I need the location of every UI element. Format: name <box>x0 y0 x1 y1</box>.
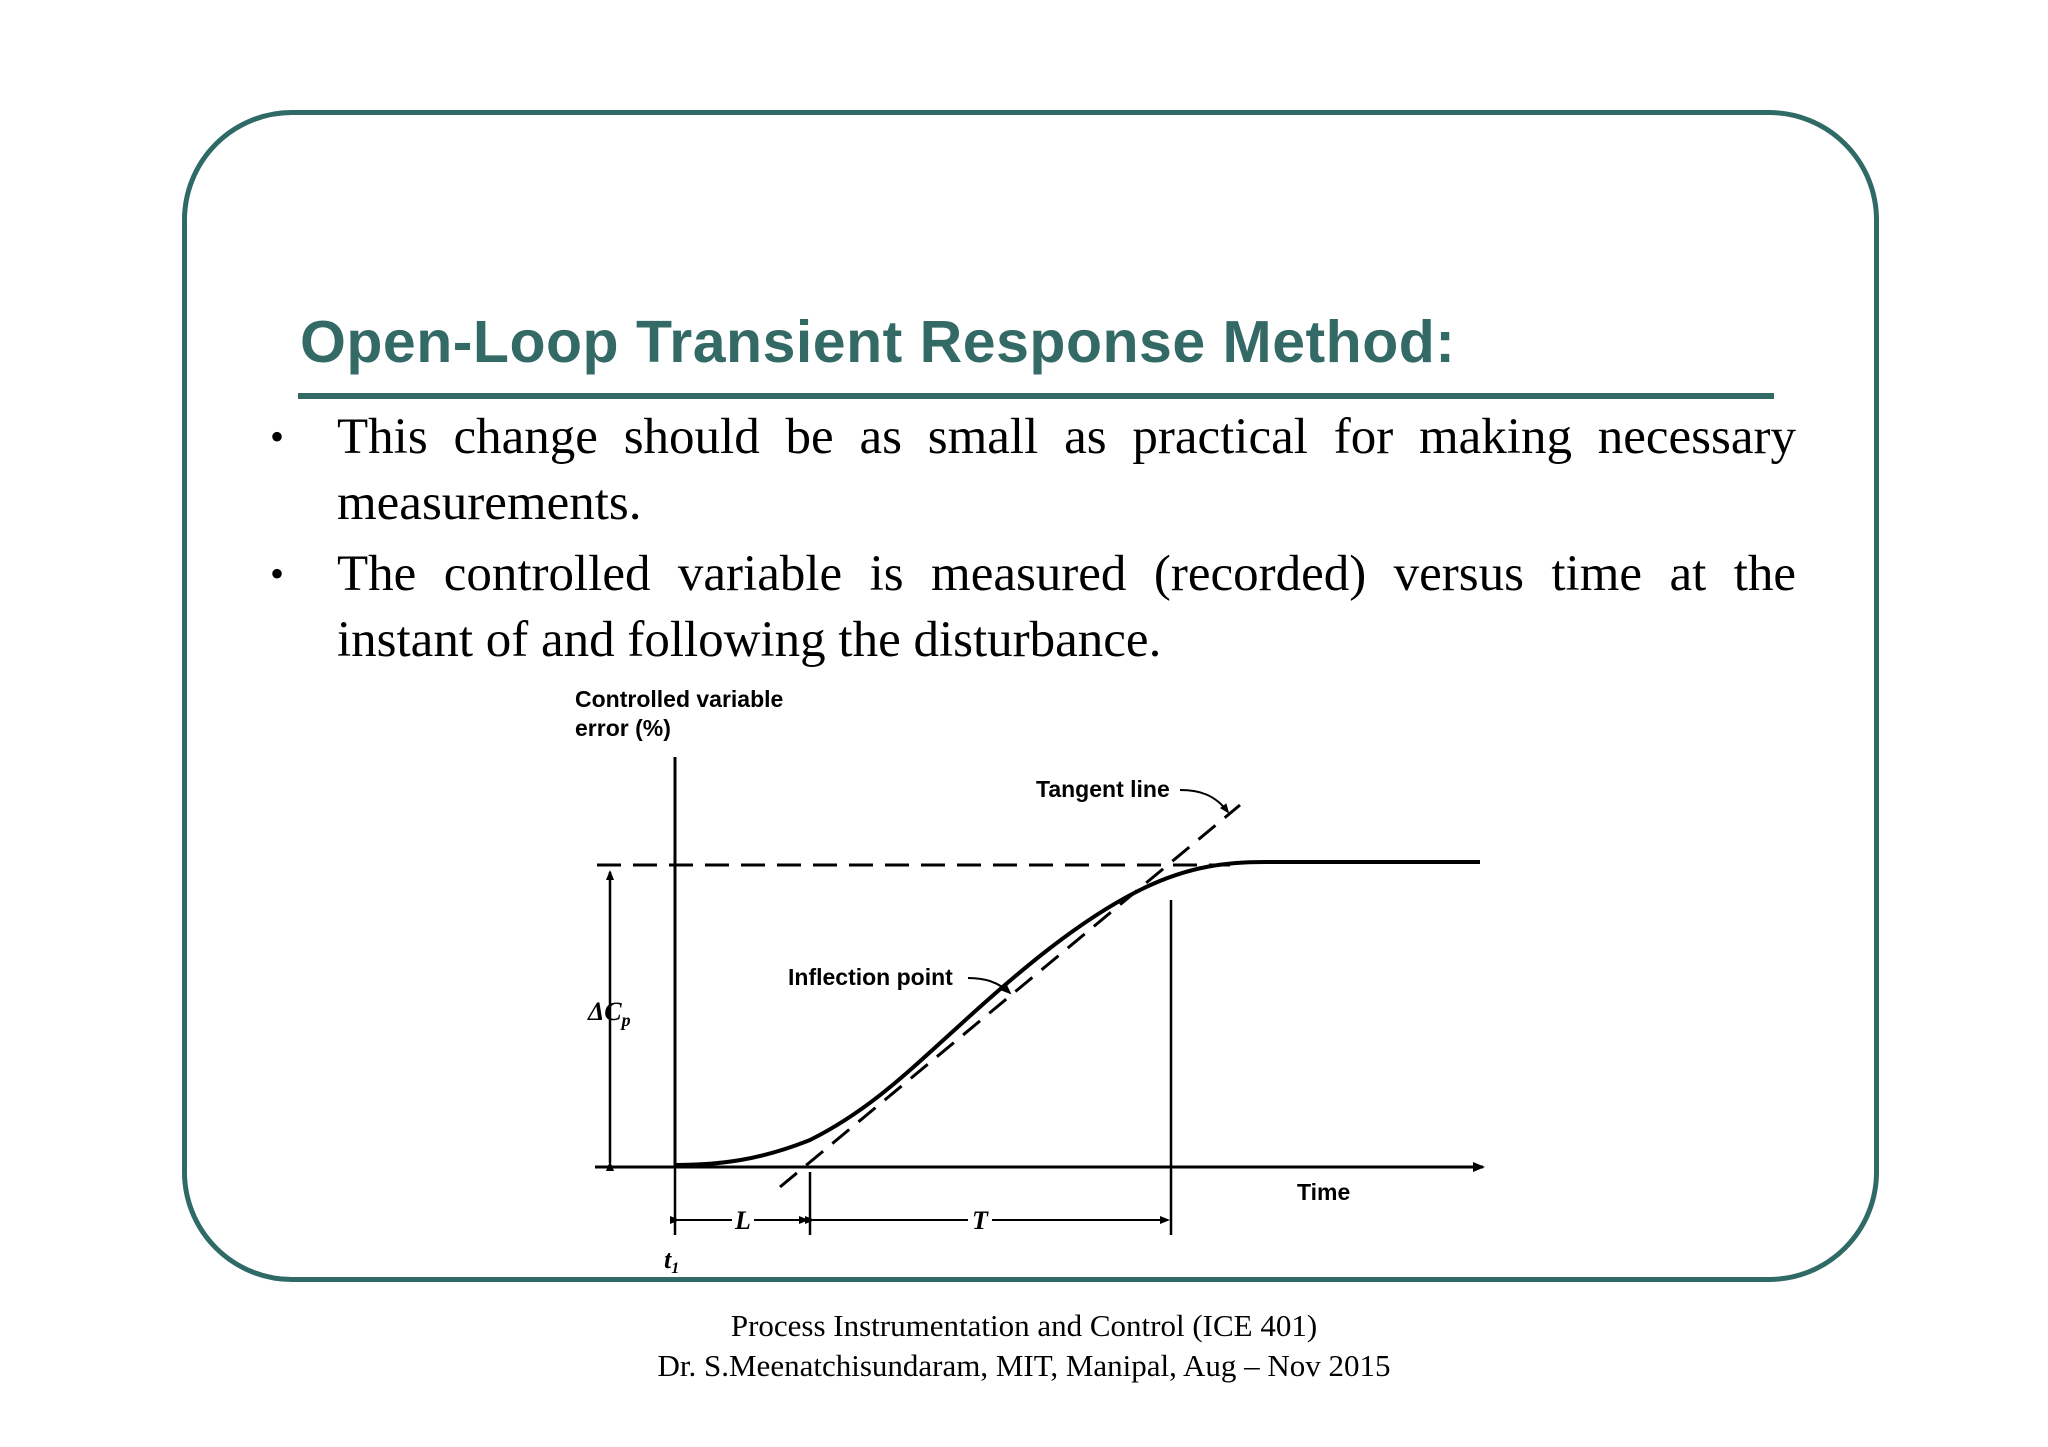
slide-title: Open-Loop Transient Response Method: <box>300 309 1456 375</box>
bullet-marker-2: • <box>270 551 285 596</box>
delta-cp-label: $\Delta C_p$ <box>588 997 631 1030</box>
tangent-line-label: Tangent line <box>1036 776 1170 802</box>
dead-time-label: L <box>735 1206 751 1235</box>
bullet-item-2: The controlled variable is measured (recorded) versus time at the instant of and following the disturbance. <box>337 546 1796 668</box>
bullet-marker-1: • <box>270 414 285 459</box>
footer-author: Dr. S.Meenatchisundaram, MIT, Manipal, Aug – Nov 2015 <box>657 1348 1391 1383</box>
t1-label: t1 <box>664 1245 680 1277</box>
x-axis-label: Time <box>1297 1179 1351 1205</box>
time-constant-label: T <box>972 1206 988 1235</box>
bullet-item-1: This change should be as small as practical for making necessary measurements. <box>337 409 1796 531</box>
inflection-point-label: Inflection point <box>788 964 953 990</box>
response-curve <box>675 862 1480 1165</box>
y-axis-label-line-2: error (%) <box>575 715 671 741</box>
footer-course: Process Instrumentation and Control (ICE 401) <box>730 1308 1318 1343</box>
y-axis-label-line-1: Controlled variable <box>575 686 784 712</box>
tangent-label-leader <box>1180 790 1228 812</box>
